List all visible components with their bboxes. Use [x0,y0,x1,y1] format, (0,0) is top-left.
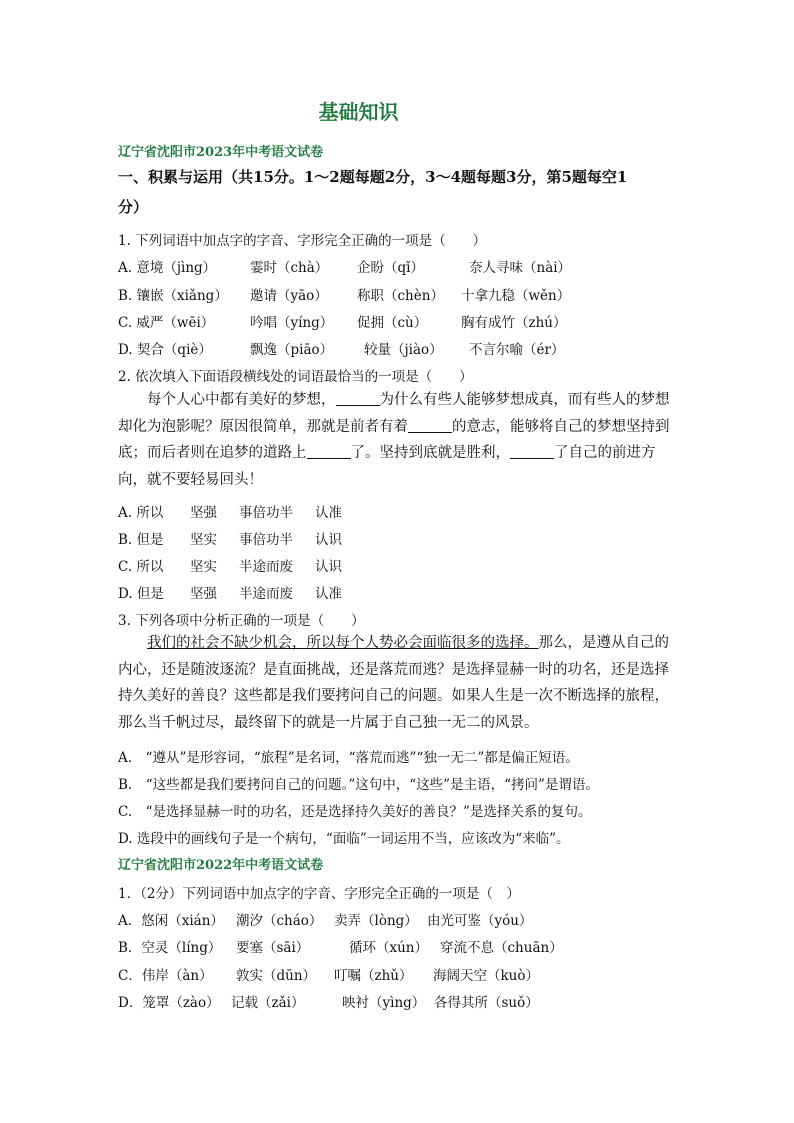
q2-passage-seg2: 为什么有些人能够梦想成真，而有些人的梦想却化为泡影呢？原因很简单，那就是前者有着 [118,392,670,435]
q2022-option-c [118,964,678,984]
q2-d-w4: 认准 [315,586,342,602]
q2022-d-w3: 映衬（yìng） [342,995,426,1011]
q3-option-b: B. “这些都是我们要拷问自己的问题。”这句中，“这些”是主语，“拷问”是谓语。 [118,777,599,793]
q2022-d-w1: D．笼罩（zào） [118,995,220,1011]
q1-option-a [118,256,678,276]
q2022-b-w4: 穿流不息（chuān） [440,940,563,956]
section-header-2023: 辽宁省沈阳市2023年中考语文试卷 [118,145,324,160]
q1-a-word1: A. 意境（jìng） [118,260,217,276]
q2022-stem: 1．（2分）下列词语中加点字的字音、字形完全正确的一项是（ ） [118,886,520,902]
q2-b-w3: 事倍功半 [239,532,293,548]
q2-b-w2: 坚实 [190,532,217,548]
q2-passage-seg3: 的意志，能够将自己的梦想坚持到底；而后者则在追梦的道路上 [118,418,670,462]
q2-passage-seg1: 每个人心中都有美好的梦想， [147,392,336,408]
q2-option-d [118,582,678,602]
q2-passage [118,387,678,494]
q2022-c-w1: C．伟岸（àn） [118,968,213,984]
q2-option-a [118,501,678,521]
q2-a-w3: 事倍功半 [239,505,293,521]
q2022-a-w1: A．悠闲（xián） [118,913,224,929]
q1-c-word2: 吟唱（yíng） [250,315,334,331]
q2022-a-w4: 由光可鉴（yóu） [427,913,533,929]
q1-option-b [118,284,678,304]
q1-option-d [118,338,678,358]
q3-option-c: C. “是选择显赫一时的功名，还是选择持久美好的善良？”是选择关系的复句。 [118,804,592,820]
page-title: 基础知识 [318,100,399,124]
q2022-a-w3: 卖弄（lòng） [334,913,418,929]
q2022-d-w4: 各得其所（suǒ） [434,995,539,1011]
q2022-option-d [118,991,678,1011]
q2-c-w3: 半途而废 [239,559,293,575]
section-header-2022: 辽宁省沈阳市2022年中考语文试卷 [118,858,324,873]
q2022-c-w4: 海阔天空（kuò） [433,968,540,984]
q2-passage-seg4: 了。坚持到底就是胜利， [350,445,510,462]
part-heading: 一、积累与运用（共15分。1～2题每题2分，3～4题每题3分，第5题每空1 [118,168,628,186]
q2-a-w1: A. 所以 [118,505,164,521]
q1-b-word1: B. 镶嵌（xiǎng） [118,288,228,304]
q2-c-w1: C. 所以 [118,559,164,575]
q1-a-word3: 企盼（qǐ） [357,260,424,276]
q1-a-word4: 奈人寻味（nài） [469,260,572,276]
q2-passage-seg5: 了自己的前进方向，就不要轻易回头！ [118,445,656,489]
q3-passage [118,630,678,737]
q1-b-word2: 邀请（yāo） [250,288,328,304]
q1-d-word1: D. 契合（qiè） [118,342,212,358]
q2022-b-w1: B．空灵（líng） [118,940,222,956]
q2-a-w2: 坚强 [190,505,217,521]
q3-option-d: D. 选段中的画线句子是一个病句，“面临”一词运用不当，应该改为“来临”。 [118,831,570,847]
q1-a-word2: 霎时（chà） [250,260,329,276]
q2-b-w1: B. 但是 [118,532,164,548]
q2-stem: 2. 依次填入下面语段横线处的词语最恰当的一项是（ ） [118,369,473,385]
q2-c-w4: 认识 [315,559,342,575]
fill-blank-4 [510,444,554,459]
q1-d-word2: 飘逸（piāo） [250,342,334,358]
q2-a-w4: 认准 [315,505,342,521]
q2-d-w2: 坚强 [190,586,217,602]
q2022-b-w2: 要塞（sāi） [236,940,310,956]
q2022-option-a [118,909,678,929]
fill-blank-2 [408,418,452,433]
q2-d-w3: 半途而废 [239,586,293,602]
fill-blank-3 [307,444,351,459]
part-heading-cont: 分） [118,198,149,216]
q1-d-word4: 不言尔喻（ér） [469,342,565,358]
q2-option-c [118,555,678,575]
q1-d-word3: 较量（jiào） [364,342,443,358]
q2022-a-w2: 潮汐（cháo） [236,913,323,929]
fill-blank-1 [336,391,380,406]
q3-option-a: A. “遵从”是形容词，“旅程”是名词，“落荒而逃”“独一无二”都是偏正短语。 [118,750,579,766]
q1-c-word4: 胸有成竹（zhú） [461,315,567,331]
q3-underlined-sentence: 我们的社会不缺少机会，所以每个人势必会面临很多的选择。 [147,635,539,651]
q1-stem: 1. 下列词语中加点字的字音、字形完全正确的一项是（ ） [118,233,487,249]
q2022-b-w3: 循环（xún） [349,940,429,956]
q2022-d-w2: 记载（zǎi） [231,995,305,1011]
q2022-option-b [118,936,678,956]
q2-option-b [118,528,678,548]
q2-b-w4: 认识 [315,532,342,548]
q3-passage-rest: 那么，是遵从自己的内心，还是随波逐流？是直面挑战，还是落荒而逃？是选择显赫一时的功名，还是选择持久美好的善良？这些都是我们要拷问自己的问题。如果人生是一次不断选择的旅程，那么当千帆过尽，最终留下的就是一片属于自己独一无二的风景。 [118,635,669,732]
q2-c-w2: 坚实 [190,559,217,575]
q1-c-word3: 促拥（cù） [357,315,428,331]
q1-b-word4: 十拿九稳（wěn） [461,288,571,304]
q1-c-word1: C. 威严（wēi） [118,315,215,331]
q3-stem: 3. 下列各项中分析正确的一项是（ ） [118,613,365,629]
q1-b-word3: 称职（chèn） [357,288,444,304]
q1-option-c [118,311,678,331]
q2022-c-w3: 叮嘱（zhǔ） [334,968,413,984]
q2022-c-w2: 敦实（dūn） [236,968,317,984]
q2-d-w1: D. 但是 [118,586,164,602]
